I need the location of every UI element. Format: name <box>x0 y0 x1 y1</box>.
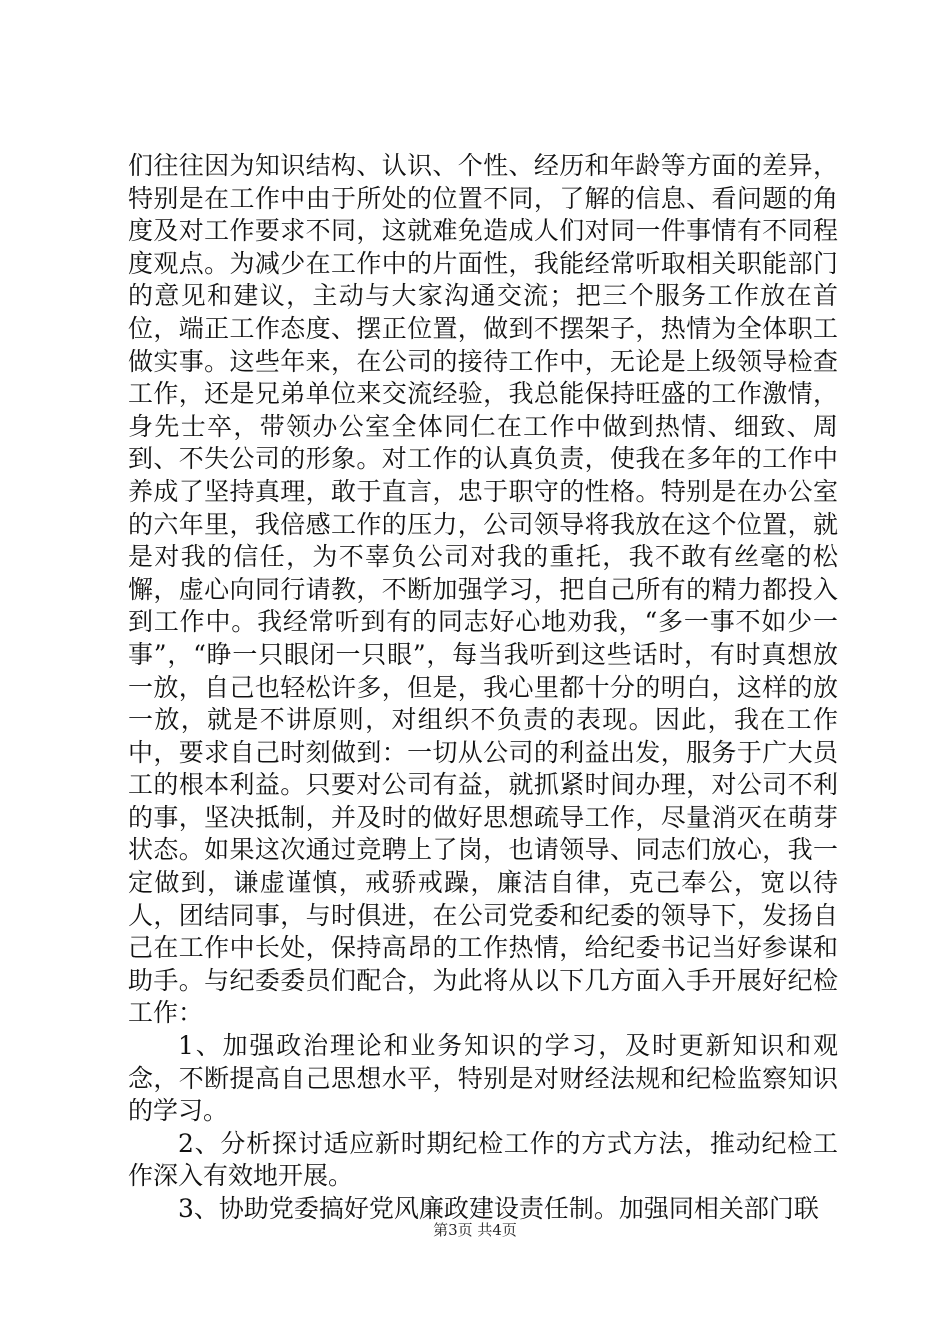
list-item-2: 2、分析探讨适应新时期纪检工作的方式方法，推动纪检工作深入有效地开展。 <box>128 1128 838 1191</box>
body-paragraph: 们往往因为知识结构、认识、个性、经历和年龄等方面的差异，特别是在工作中由于所处的位置不同，了解的信息、看问题的角度及对工作要求不同，这就难免造成人们对同一件事情有不同程度观点。为减少在工作中的片面性，我能经常听取相关职能部门的意见和建议，主动与大家沟通交流；把三个服务工作放在首位，端正工作态度、摆正位置，做到不摆架子，热情为全体职工做实事。这些年来，在公司的接待工作中，无论是上级领导检查工作，还是兄弟单位来交流经验，我总能保持旺盛的工作激情，身先士卒，带领办公室全体同仁在工作中做到热情、细致、周到、不失公司的形象。对工作的认真负责，使我在多年的工作中养成了坚持真理，敢于直言，忠于职守的性格。特别是在办公室的六年里，我倍感工作的压力，公司领导将我放在这个位置，就是对我的信任，为不辜负公司对我的重托，我不敢有丝毫的松懈，虚心向同行请教，不断加强学习，把自己所有的精力都投入到工作中。我经常听到有的同志好心地劝我，“多一事不如少一事”，“睁一只眼闭一只眼”，每当我听到这些话时，有时真想放一放，自己也轻松许多，但是，我心里都十分的明白，这样的放一放，就是不讲原则，对组织不负责的表现。因此，我在工作中，要求自己时刻做到：一切从公司的利益出发，服务于广大员工的根本利益。只要对公司有益，就抓紧时间办理，对公司不利的事，坚决抵制，并及时的做好思想疏导工作，尽量消灭在萌芽状态。如果这次通过竞聘上了岗，也请领导、同志们放心，我一定做到，谦虚谨慎，戒骄戒躁，廉洁自律，克己奉公，宽以待人，团结同事，与时俱进，在公司党委和纪委的领导下，发扬自己在工作中长处，保持高昂的工作热情，给纪委书记当好参谋和助手。与纪委委员们配合，为此将从以下几方面入手开展好纪检工作： <box>128 151 838 1028</box>
list-item-1: 1、加强政治理论和业务知识的学习，及时更新知识和观念，不断提高自己思想水平，特别是对财经法规和纪检监察知识的学习。 <box>128 1031 838 1126</box>
list-item-3: 3、协助党委搞好党风廉政建设责任制。加强同相关部门联 <box>178 1194 819 1223</box>
document-body <box>128 150 838 1226</box>
page-number-footer: 第3页 共4页 <box>433 1221 517 1239</box>
